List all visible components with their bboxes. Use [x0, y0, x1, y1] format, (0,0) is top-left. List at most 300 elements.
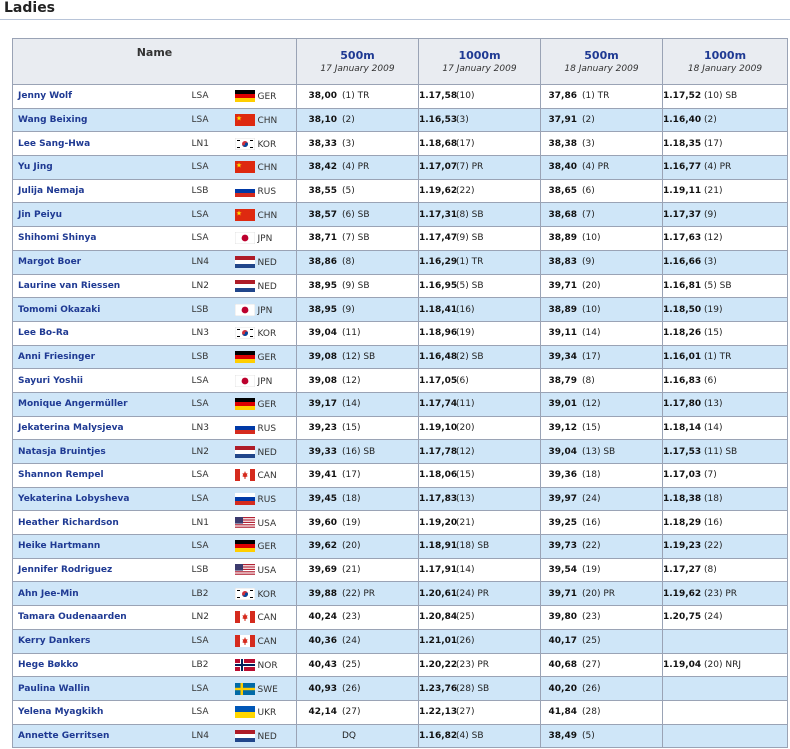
skater-name[interactable]: Sayuri Yoshii — [13, 369, 190, 393]
result-time: 40,68 — [548, 659, 577, 670]
result-rank: (16) — [582, 517, 601, 528]
result-time: 38,49 — [548, 730, 577, 741]
result-cell — [419, 108, 541, 132]
result-cell — [663, 700, 788, 724]
result-cell — [663, 156, 788, 180]
skater-class: LSA — [190, 85, 235, 109]
result-rank: (4) SB — [456, 730, 484, 741]
result-time: 1.18,29 — [663, 517, 702, 528]
result-time: 39,71 — [548, 588, 577, 599]
result-cell — [541, 535, 663, 559]
result-rank: (18) — [704, 494, 723, 505]
result-rank: (14) — [582, 328, 601, 339]
result-rank: (12) — [342, 375, 361, 386]
table-row — [13, 274, 788, 298]
result-time: 39,54 — [548, 565, 577, 576]
result-rank: (6) SB — [342, 209, 370, 220]
flag-norway-icon — [235, 659, 255, 671]
result-rank: (17) — [582, 351, 601, 362]
result-cell — [663, 274, 788, 298]
skater-class: LN3 — [190, 416, 235, 440]
skater-name[interactable]: Hege Bøkko — [13, 653, 190, 677]
result-rank: (19) — [456, 328, 475, 339]
skater-name[interactable]: Jenny Wolf — [13, 85, 190, 109]
result-rank: (8) — [704, 565, 717, 576]
result-time: 39,69 — [308, 565, 337, 576]
result-rank: (9) — [704, 209, 717, 220]
table-row — [13, 345, 788, 369]
result-cell — [419, 274, 541, 298]
result-time: 1.20,84 — [419, 612, 458, 623]
skater-name[interactable]: Monique Angermüller — [13, 392, 190, 416]
result-time: 39,34 — [548, 351, 577, 362]
skater-name[interactable]: Paulina Wallin — [13, 677, 190, 701]
result-cell — [541, 108, 663, 132]
flag-ukraine-icon — [235, 706, 255, 718]
result-cell — [419, 156, 541, 180]
result-rank: (6) — [704, 375, 717, 386]
result-rank: (14) — [456, 565, 475, 576]
result-cell — [419, 440, 541, 464]
result-time: 39,08 — [308, 351, 337, 362]
result-cell — [663, 464, 788, 488]
result-cell — [541, 298, 663, 322]
nationality — [235, 321, 297, 345]
flag-netherlands-icon — [235, 280, 255, 292]
skater-class: LN1 — [190, 132, 235, 156]
nation-code: GER — [257, 400, 277, 411]
result-cell — [297, 606, 419, 630]
result-cell — [419, 653, 541, 677]
result-time: 1.19,10 — [419, 422, 458, 433]
result-time: 1.19,62 — [419, 186, 458, 197]
result-rank: (12) — [704, 233, 723, 244]
flag-usa-icon — [235, 517, 255, 529]
nationality — [235, 464, 297, 488]
flag-korea-icon — [235, 327, 255, 339]
nationality — [235, 535, 297, 559]
result-rank: (6) — [456, 375, 469, 386]
skater-name[interactable]: Laurine van Riessen — [13, 274, 190, 298]
skater-name[interactable]: Shihomi Shinya — [13, 227, 190, 251]
result-time: 39,11 — [548, 328, 577, 339]
flag-canada-icon — [235, 469, 255, 481]
result-rank: (23) — [582, 612, 601, 623]
result-time: 1.21,01 — [419, 636, 458, 647]
nation-code: CAN — [257, 637, 277, 648]
result-time: 1.17,74 — [419, 399, 458, 410]
result-rank: (3) — [582, 138, 595, 149]
result-cell — [663, 392, 788, 416]
skater-name[interactable]: Tomomi Okazaki — [13, 298, 190, 322]
result-time: 39,01 — [548, 399, 577, 410]
nationality — [235, 369, 297, 393]
result-rank: (15) — [582, 422, 601, 433]
flag-netherlands-icon — [235, 256, 255, 268]
nationality — [235, 250, 297, 274]
nation-code: RUS — [257, 423, 277, 434]
result-cell — [419, 298, 541, 322]
result-cell — [297, 416, 419, 440]
result-cell — [663, 369, 788, 393]
result-rank: (20) PR — [582, 588, 616, 599]
result-cell — [541, 369, 663, 393]
result-rank: (5) SB — [456, 280, 484, 291]
result-cell — [419, 511, 541, 535]
result-rank: (20) — [342, 541, 361, 552]
flag-usa-icon — [235, 564, 255, 576]
nation-code: SWE — [257, 684, 278, 695]
title-divider — [0, 19, 790, 20]
page-title: Ladies — [4, 0, 56, 16]
nation-code: UKR — [257, 708, 277, 719]
result-rank: (1) TR — [456, 257, 484, 268]
result-time: 1.22,13 — [419, 707, 458, 718]
result-rank: (17) — [342, 470, 361, 481]
nation-code: JPN — [257, 376, 273, 387]
result-cell — [419, 132, 541, 156]
nationality — [235, 653, 297, 677]
nationality — [235, 345, 297, 369]
nationality — [235, 440, 297, 464]
table-row — [13, 606, 788, 630]
nationality — [235, 677, 297, 701]
nationality — [235, 487, 297, 511]
result-rank: (16) SB — [342, 446, 376, 457]
result-time: 39,33 — [308, 446, 337, 457]
result-cell — [541, 464, 663, 488]
result-rank: (25) — [342, 659, 361, 670]
skater-class: LSB — [190, 558, 235, 582]
skater-class: LN2 — [190, 606, 235, 630]
table-row — [13, 558, 788, 582]
result-cell — [541, 156, 663, 180]
result-cell — [663, 321, 788, 345]
skater-name[interactable]: Kerry Dankers — [13, 629, 190, 653]
result-time: 1.17,58 — [419, 91, 458, 102]
result-cell — [419, 416, 541, 440]
result-time: 39,71 — [548, 280, 577, 291]
skater-class: LN1 — [190, 511, 235, 535]
skater-name[interactable]: Natasja Bruintjes — [13, 440, 190, 464]
nationality — [235, 85, 297, 109]
result-time: 1.16,01 — [663, 351, 702, 362]
result-rank: (20) — [582, 280, 601, 291]
skater-name[interactable]: Lee Sang-Hwa — [13, 132, 190, 156]
flag-canada-icon — [235, 635, 255, 647]
result-time: 42,14 — [308, 707, 337, 718]
nation-code: CAN — [257, 613, 277, 624]
result-time: 39,97 — [548, 494, 577, 505]
result-cell — [541, 511, 663, 535]
flag-china-icon — [235, 114, 255, 126]
result-rank: (18) — [582, 470, 601, 481]
result-rank: (12) — [582, 399, 601, 410]
skater-class: LSA — [190, 464, 235, 488]
skater-name[interactable]: Ahn Jee-Min — [13, 582, 190, 606]
result-time: 1.17,80 — [663, 399, 702, 410]
table-row — [13, 416, 788, 440]
table-row — [13, 629, 788, 653]
skater-class: LSA — [190, 535, 235, 559]
flag-japan-icon — [235, 375, 255, 387]
nation-code: GER — [257, 92, 277, 103]
result-time: 1.18,96 — [419, 328, 458, 339]
result-rank: (21) — [342, 565, 361, 576]
result-cell — [419, 535, 541, 559]
result-cell — [297, 250, 419, 274]
result-time: 39,04 — [308, 328, 337, 339]
result-time: 1.17,31 — [419, 209, 458, 220]
flag-germany-icon — [235, 398, 255, 410]
result-cell — [419, 250, 541, 274]
skater-name[interactable]: Wang Beixing — [13, 108, 190, 132]
result-rank: (22) PR — [342, 588, 376, 599]
result-time: 1.16,48 — [419, 351, 458, 362]
result-time: 38,95 — [308, 304, 337, 315]
table-row — [13, 464, 788, 488]
result-time: 40,43 — [308, 659, 337, 670]
result-cell — [297, 179, 419, 203]
result-rank: (1) TR — [704, 351, 732, 362]
result-rank: (27) — [456, 707, 475, 718]
result-cell — [541, 227, 663, 251]
result-time: 40,24 — [308, 612, 337, 623]
nation-code: CAN — [257, 471, 277, 482]
flag-russia-icon — [235, 422, 255, 434]
name-column-header: Name — [13, 39, 297, 85]
skater-class: LN2 — [190, 440, 235, 464]
skater-class: LSA — [190, 677, 235, 701]
skater-class: LSA — [190, 227, 235, 251]
flag-sweden-icon — [235, 683, 255, 695]
skater-name[interactable]: Jin Peiyu — [13, 203, 190, 227]
result-cell — [419, 558, 541, 582]
result-time: 1.16,82 — [419, 730, 458, 741]
result-time: 40,20 — [548, 683, 577, 694]
result-rank: (1) TR — [342, 91, 370, 102]
skater-class: LSA — [190, 156, 235, 180]
result-time: 1.20,22 — [419, 659, 458, 670]
skater-name[interactable]: Annette Gerritsen — [13, 724, 190, 748]
result-cell — [419, 345, 541, 369]
flag-japan-icon — [235, 304, 255, 316]
result-time: 38,89 — [548, 233, 577, 244]
result-time: 40,17 — [548, 636, 577, 647]
result-cell — [419, 487, 541, 511]
result-cell — [663, 535, 788, 559]
result-time: 1.20,75 — [663, 612, 702, 623]
result-cell — [419, 464, 541, 488]
flag-korea-icon — [235, 588, 255, 600]
event-date: 18 January 2009 — [687, 64, 763, 74]
result-cell — [663, 203, 788, 227]
result-time: 38,42 — [308, 162, 337, 173]
event-date: 17 January 2009 — [442, 64, 517, 74]
skater-name[interactable]: Yu Jing — [13, 156, 190, 180]
result-time: 1.23,76 — [419, 683, 458, 694]
result-rank: (17) — [704, 138, 723, 149]
result-time: 40,36 — [308, 636, 337, 647]
result-rank: (4) PR — [704, 162, 732, 173]
nationality — [235, 700, 297, 724]
skater-name[interactable]: Margot Boer — [13, 250, 190, 274]
skater-name[interactable]: Julija Nemaja — [13, 179, 190, 203]
result-cell — [541, 179, 663, 203]
result-rank: (9) — [582, 257, 595, 268]
result-rank: (8) SB — [456, 209, 484, 220]
result-time: 1.17,37 — [663, 209, 702, 220]
result-cell — [297, 440, 419, 464]
result-cell — [541, 677, 663, 701]
flag-canada-icon — [235, 611, 255, 623]
result-cell — [541, 606, 663, 630]
table-row — [13, 487, 788, 511]
result-rank: (24) PR — [456, 588, 490, 599]
nationality — [235, 132, 297, 156]
result-time: 1.17,52 — [663, 91, 702, 102]
skater-name[interactable]: Heather Richardson — [13, 511, 190, 535]
result-cell — [297, 535, 419, 559]
result-time: 1.16,95 — [419, 280, 458, 291]
result-cell — [419, 629, 541, 653]
result-time: 1.18,06 — [419, 470, 458, 481]
skater-class: LB2 — [190, 582, 235, 606]
nationality — [235, 274, 297, 298]
result-rank: (24) — [342, 636, 361, 647]
result-time: 1.16,53 — [419, 115, 458, 126]
skater-class: LN2 — [190, 274, 235, 298]
result-cell — [419, 677, 541, 701]
result-cell — [297, 108, 419, 132]
result-cell — [419, 321, 541, 345]
result-time: 1.17,53 — [663, 446, 702, 457]
nation-code: JPN — [257, 234, 273, 245]
result-cell — [663, 558, 788, 582]
result-rank: (26) — [342, 683, 361, 694]
result-rank: (17) — [456, 138, 475, 149]
result-time: 40,93 — [308, 683, 337, 694]
result-cell — [663, 487, 788, 511]
result-time: 1.18,14 — [663, 422, 702, 433]
result-rank: (19) — [582, 565, 601, 576]
result-rank: (10) — [582, 233, 601, 244]
result-cell — [541, 392, 663, 416]
result-rank: (2) — [582, 115, 595, 126]
result-rank: (11) SB — [704, 446, 738, 457]
result-time: 39,60 — [308, 517, 337, 528]
event-date: 18 January 2009 — [564, 64, 639, 74]
skater-class: LSA — [190, 369, 235, 393]
result-rank: (28) — [582, 707, 601, 718]
result-cell — [297, 369, 419, 393]
result-cell — [297, 487, 419, 511]
result-rank: (18) SB — [456, 541, 490, 552]
result-time: 38,71 — [308, 233, 337, 244]
result-time: 1.19,11 — [663, 186, 702, 197]
skater-name[interactable]: Anni Friesinger — [13, 345, 190, 369]
skater-class: LSA — [190, 108, 235, 132]
skater-class: LSB — [190, 179, 235, 203]
result-time: 1.16,77 — [663, 162, 702, 173]
flag-china-icon — [235, 161, 255, 173]
result-time: 1.19,04 — [663, 659, 702, 670]
skater-name[interactable]: Jekaterina Malysjeva — [13, 416, 190, 440]
event-distance: 1000m — [703, 49, 747, 62]
nation-code: NED — [257, 281, 277, 292]
result-rank: (1) TR — [582, 91, 610, 102]
table-row — [13, 227, 788, 251]
result-cell — [541, 724, 663, 748]
result-rank: (25) — [582, 636, 601, 647]
skater-name[interactable]: Shannon Rempel — [13, 464, 190, 488]
result-time: 1.17,03 — [663, 470, 702, 481]
result-cell — [541, 629, 663, 653]
result-time: 38,95 — [308, 280, 337, 291]
result-time: 39,80 — [548, 612, 577, 623]
flag-russia-icon — [235, 493, 255, 505]
result-cell — [297, 558, 419, 582]
result-cell — [663, 179, 788, 203]
skater-name[interactable]: Lee Bo-Ra — [13, 321, 190, 345]
result-cell — [663, 416, 788, 440]
result-rank: (13) SB — [582, 446, 616, 457]
result-cell — [297, 85, 419, 109]
nation-code: KOR — [257, 589, 277, 600]
result-cell — [419, 724, 541, 748]
result-cell — [663, 724, 788, 748]
table-row — [13, 203, 788, 227]
result-time: 1.19,62 — [663, 588, 702, 599]
result-time: 1.16,40 — [663, 115, 702, 126]
skater-class: LB2 — [190, 653, 235, 677]
skater-class: LSB — [190, 345, 235, 369]
skater-class: LN4 — [190, 250, 235, 274]
result-rank: (7) SB — [342, 233, 370, 244]
table-row — [13, 321, 788, 345]
result-rank: (5) — [582, 730, 595, 741]
flag-korea-icon — [235, 138, 255, 150]
table-row — [13, 298, 788, 322]
result-time: 38,65 — [548, 186, 577, 197]
result-time: 39,45 — [308, 494, 337, 505]
result-cell — [297, 274, 419, 298]
result-time: 1.17,27 — [663, 565, 702, 576]
table-row — [13, 156, 788, 180]
result-rank: (27) — [342, 707, 361, 718]
event-header-4 — [663, 39, 788, 85]
skater-name[interactable]: Jennifer Rodriguez — [13, 558, 190, 582]
nation-code: CHN — [257, 163, 278, 174]
result-rank: (3) — [704, 257, 717, 268]
result-rank: (13) — [704, 399, 723, 410]
result-time: 1.16,83 — [663, 375, 702, 386]
result-time: 1.18,41 — [419, 304, 458, 315]
skater-name[interactable]: Heike Hartmann — [13, 535, 190, 559]
result-rank: (22) — [582, 541, 601, 552]
result-cell — [297, 345, 419, 369]
result-rank: (4) PR — [582, 162, 610, 173]
result-time: 1.17,63 — [663, 233, 702, 244]
nation-code: NOR — [257, 660, 278, 671]
result-rank: (12) — [456, 446, 475, 457]
skater-name[interactable]: Tamara Oudenaarden — [13, 606, 190, 630]
result-cell — [297, 298, 419, 322]
skater-name[interactable]: Yekaterina Lobysheva — [13, 487, 190, 511]
table-row — [13, 250, 788, 274]
result-rank: (9) SB — [342, 280, 370, 291]
skater-name[interactable]: Yelena Myagkikh — [13, 700, 190, 724]
